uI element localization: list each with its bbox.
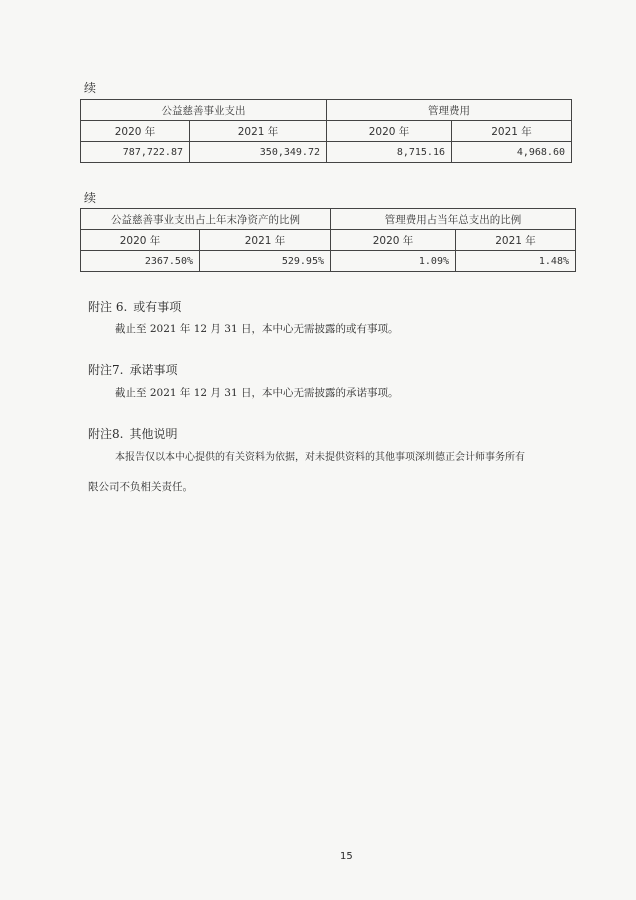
page-number: 15 — [340, 851, 353, 862]
value-cell: 8,715.16 — [327, 142, 452, 163]
year-cell: 2021 年 — [200, 230, 331, 251]
note-6-heading — [88, 298, 181, 315]
note-8-heading — [88, 425, 177, 442]
year-cell: 2020 年 — [327, 121, 452, 142]
note-6-body: 截止至 2021 年 12 月 31 日，本中心无需披露的或有事项。 — [115, 323, 399, 335]
expense-ratio-table — [80, 208, 576, 272]
note-7-heading — [88, 361, 177, 378]
note-8-body-line-1: 本报告仅以本中心提供的有关资料为依据，对未提供资料的其他事项深圳德正会计师事务所有 — [115, 452, 525, 463]
note-7-label: 附注7. — [88, 363, 124, 377]
year-cell: 2020 年 — [81, 121, 190, 142]
note-6-title: 或有事项 — [133, 300, 182, 314]
note-8-title: 其他说明 — [129, 427, 178, 441]
header-management-fee: 管理费用 — [327, 100, 572, 121]
value-cell: 4,968.60 — [452, 142, 572, 163]
value-cell: 529.95% — [200, 251, 331, 272]
header-charity-expense: 公益慈善事业支出 — [81, 100, 327, 121]
note-6-label: 附注 6. — [88, 300, 128, 314]
year-cell: 2020 年 — [81, 230, 200, 251]
value-cell: 350,349.72 — [190, 142, 327, 163]
year-cell: 2021 年 — [190, 121, 327, 142]
note-8-body-line-2: 限公司不负相关责任。 — [88, 481, 193, 493]
note-7-title: 承诺事项 — [129, 363, 178, 377]
continued-label: 续 — [84, 81, 97, 95]
year-cell: 2021 年 — [452, 121, 572, 142]
value-cell: 2367.50% — [81, 251, 200, 272]
note-7-body: 截止至 2021 年 12 月 31 日，本中心无需披露的承诺事项。 — [115, 387, 399, 399]
value-cell: 1.48% — [456, 251, 576, 272]
note-8-label: 附注8. — [88, 427, 124, 441]
continued-label: 续 — [84, 191, 97, 205]
year-cell: 2020 年 — [331, 230, 456, 251]
header-charity-ratio: 公益慈善事业支出占上年末净资产的比例 — [81, 209, 331, 230]
expense-amount-table — [80, 99, 572, 163]
value-cell: 787,722.87 — [81, 142, 190, 163]
year-cell: 2021 年 — [456, 230, 576, 251]
header-management-ratio: 管理费用占当年总支出的比例 — [331, 209, 576, 230]
value-cell: 1.09% — [331, 251, 456, 272]
